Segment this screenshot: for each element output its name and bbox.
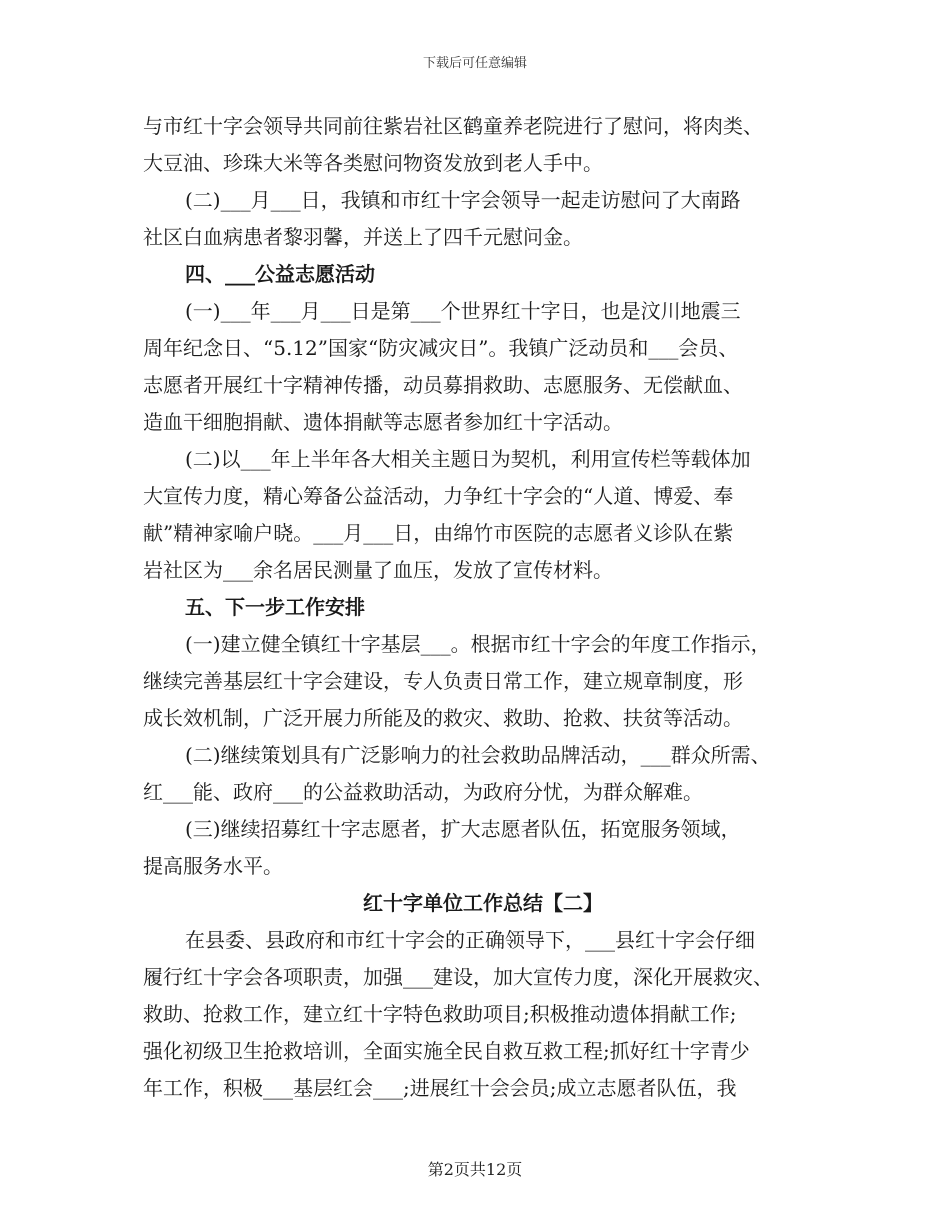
section-heading: 五、下一步工作安排 (185, 595, 365, 619)
paragraph-line: 在县委、县政府和市红十字会的正确领导下，___县红十字会仔细 (185, 928, 755, 952)
paragraph-line: 救助、抢救工作，建立红十字特色救助项目;积极推动遗体捐献工作; (143, 1002, 737, 1026)
paragraph-line: 社区白血病患者黎羽馨，并送上了四千元慰问金。 (143, 225, 583, 249)
section-heading: 四、___公益志愿活动 (185, 262, 375, 286)
page-number-footer: 第2页共12页 (427, 1160, 523, 1179)
paragraph-line: 强化初级卫生抢救培训，全面实施全民自救互救工程;抓好红十字青少 (143, 1039, 750, 1063)
paragraph-line: 与市红十字会领导共同前往紫岩社区鹤童养老院进行了慰问，将肉类、 (143, 114, 763, 138)
paragraph-line: 造血干细胞捐献、遗体捐献等志愿者参加红十字活动。 (143, 410, 623, 434)
paragraph-line: 红___能、政府___的公益救助活动，为政府分忧，为群众解难。 (143, 780, 703, 804)
paragraph-line: 大豆油、珍珠大米等各类慰问物资发放到老人手中。 (143, 151, 603, 175)
page-header-note: 下载后可任意编辑 (422, 56, 527, 71)
paragraph-line: 志愿者开展红十字精神传播，动员募捐救助、志愿服务、无偿献血、 (143, 373, 743, 397)
paragraph-line: 献”精神家喻户晓。___月___日，由绵竹市医院的志愿者义诊队在紫 (143, 521, 734, 545)
paragraph-line: 岩社区为___余名居民测量了血压，发放了宣传材料。 (143, 558, 613, 582)
paragraph-line: 提高服务水平。 (143, 854, 283, 878)
paragraph-line: (二)继续策划具有广泛影响力的社会救助品牌活动，___群众所需、 (185, 743, 771, 767)
paragraph-line: 年工作，积极___基层红会___;进展红十会会员;成立志愿者队伍，我 (143, 1076, 737, 1100)
paragraph-line: 周年纪念日、“5.12”国家“防灾减灾日”。我镇广泛动员和___会员、 (143, 336, 739, 360)
paragraph-line: 继续完善基层红十字会建设，专人负责日常工作，建立规章制度，形 (143, 669, 743, 693)
paragraph-line: (二)___月___日，我镇和市红十字会领导一起走访慰问了大南路 (185, 188, 741, 212)
paragraph-line: (一)建立健全镇红十字基层___。根据市红十字会的年度工作指示， (185, 632, 771, 656)
article-title: 红十字单位工作总结【二】 (363, 891, 603, 915)
paragraph-line: 成长效机制，广泛开展力所能及的救灾、救助、抢救、扶贫等活动。 (143, 706, 743, 730)
paragraph-line: 履行红十字会各项职责，加强___建设，加大宣传力度，深化开展救灾、 (143, 965, 773, 989)
paragraph-line: (三)继续招募红十字志愿者，扩大志愿者队伍，拓宽服务领域， (185, 817, 741, 841)
paragraph-line: (一)___年___月___日是第___个世界红十字日，也是汶川地震三 (185, 299, 741, 323)
paragraph-line: 大宣传力度，精心筹备公益活动，力争红十字会的“人道、博爱、奉 (143, 484, 734, 508)
paragraph-line: (二)以___年上半年各大相关主题日为契机，利用宣传栏等载体加 (185, 447, 751, 471)
